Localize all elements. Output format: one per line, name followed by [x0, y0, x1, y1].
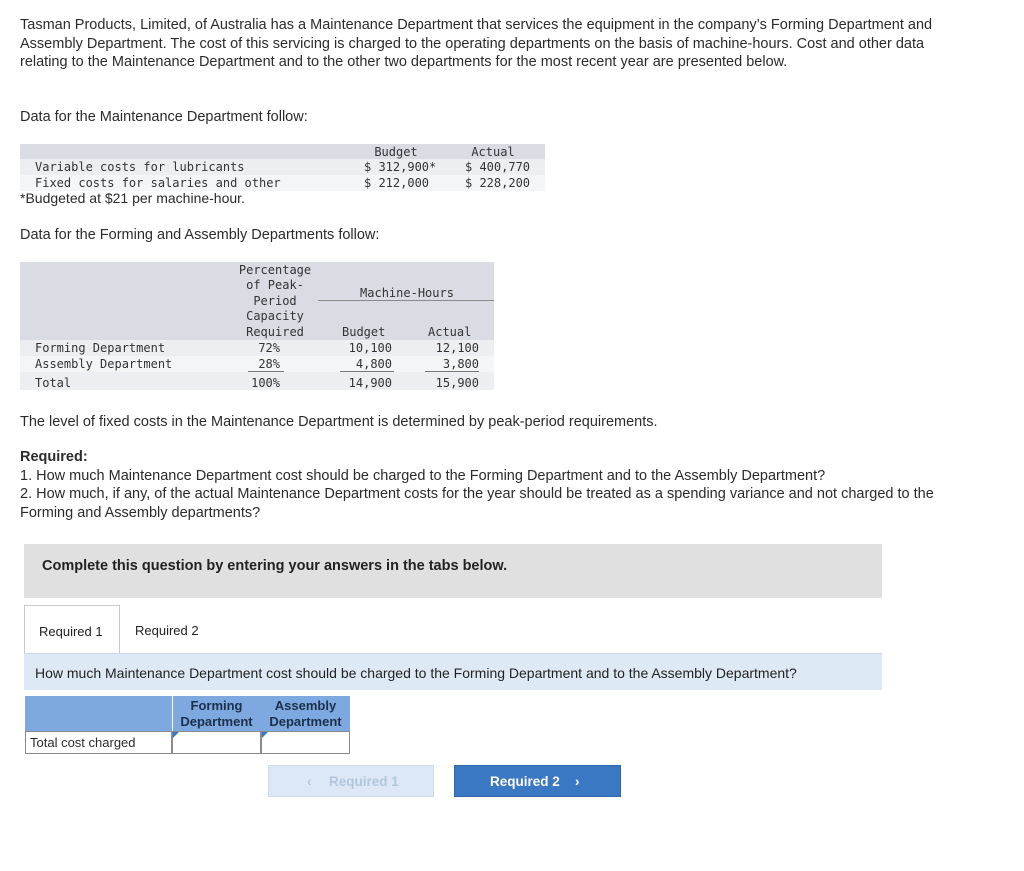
required-heading: Required:	[20, 449, 88, 465]
next-button-label: Required 2	[490, 774, 560, 789]
chevron-left-icon: ‹	[307, 774, 312, 789]
actual-subtotal-rule	[425, 371, 479, 372]
maintenance-col-budget: Budget	[374, 145, 418, 159]
dept-row-budget: 4,800	[355, 357, 392, 371]
chevron-right-icon: ›	[575, 774, 580, 789]
instructions-banner	[24, 544, 882, 598]
answer-col-assembly	[261, 698, 350, 729]
maintenance-row-label: Variable costs for lubricants	[35, 160, 245, 174]
col-budget-header: Budget	[342, 325, 386, 339]
maintenance-row-actual: $ 228,200	[465, 176, 531, 190]
input-marker-icon	[173, 732, 179, 738]
dept-row-actual: 15,900	[435, 376, 479, 390]
next-button[interactable]	[454, 765, 621, 797]
fixed-cost-note: The level of fixed costs in the Maintenance Department is determined by peak-period requirements.	[20, 414, 658, 430]
input-marker-icon	[262, 732, 268, 738]
dept-row-label: Forming Department	[35, 341, 166, 355]
col-machine-hours-header: Machine-Hours	[360, 286, 454, 300]
question-text: How much Maintenance Department cost should be charged to the Forming Department and to the Assembly Department?	[35, 665, 797, 681]
answer-col-forming-line: Forming	[190, 698, 243, 713]
intro-text: Tasman Products, Limited, of Australia has a Maintenance Department that services the equipment in the company’s Forming Department and Assembly Department. The cost of this servicing is charged to the operating departments on the basis of machine-hours. Cost and other data relating to the Maintenance Department and to the other two departments for the most recent year are presented below.	[20, 17, 933, 70]
machine-hours-rule	[318, 300, 494, 301]
answer-col-forming-line: Department	[180, 713, 253, 729]
col-percentage-line: of Peak-	[246, 278, 304, 293]
dept-row-budget: 14,900	[348, 376, 392, 390]
tab-required-2[interactable]: Required 2	[135, 623, 199, 638]
budget-subtotal-rule	[340, 371, 394, 372]
maintenance-heading: Data for the Maintenance Department follow:	[20, 109, 308, 125]
col-percentage-header	[230, 263, 320, 340]
instructions-text: Complete this question by entering your answers in the tabs below.	[42, 558, 508, 574]
previous-button-label: Required 1	[329, 774, 399, 789]
col-percentage-line: Percentage	[238, 263, 312, 277]
col-actual-header: Actual	[428, 325, 472, 339]
required-item: 2. How much, if any, of the actual Maintenance Department costs for the year should be treated as a spending variance and not charged to the Forming and Assembly departments?	[20, 486, 934, 521]
dept-row-actual: 3,800	[442, 357, 479, 371]
forming-cost-input[interactable]	[172, 731, 261, 754]
maintenance-col-actual: Actual	[471, 145, 515, 159]
total-cost-charged-label: Total cost charged	[25, 731, 172, 754]
pct-subtotal-rule	[248, 371, 284, 372]
answer-col-assembly-line: Assembly	[274, 698, 337, 713]
dept-row-pct: 100%	[251, 376, 280, 390]
dept-row-pct: 72%	[258, 341, 280, 355]
departments-heading: Data for the Forming and Assembly Departments follow:	[20, 227, 380, 243]
answer-col-forming	[172, 698, 261, 729]
tab-required-1[interactable]: Required 1	[24, 605, 120, 653]
question-bar	[24, 653, 882, 690]
dept-row-actual: 12,100	[435, 341, 479, 355]
col-percentage-line: Required	[246, 324, 304, 339]
col-percentage-line: Period	[253, 293, 297, 308]
maintenance-row-budget: $ 212,000	[364, 176, 430, 190]
dept-row-pct: 28%	[258, 357, 280, 371]
dept-row-budget: 10,100	[348, 341, 392, 355]
answer-col-assembly-line: Department	[269, 713, 342, 729]
maintenance-row-actual: $ 400,770	[465, 160, 531, 174]
previous-button[interactable]	[268, 765, 434, 797]
maintenance-row-budget: $ 312,900*	[364, 160, 437, 174]
dept-row-label: Total	[35, 376, 72, 390]
dept-row-label: Assembly Department	[35, 357, 173, 371]
assembly-cost-input[interactable]	[261, 731, 350, 754]
maintenance-footnote: *Budgeted at $21 per machine-hour.	[20, 190, 245, 206]
maintenance-row-label: Fixed costs for salaries and other	[35, 176, 281, 190]
col-percentage-line: Capacity	[246, 309, 304, 324]
required-item: 1. How much Maintenance Department cost should be charged to the Forming Department and to the Assembly Department?	[20, 468, 826, 484]
